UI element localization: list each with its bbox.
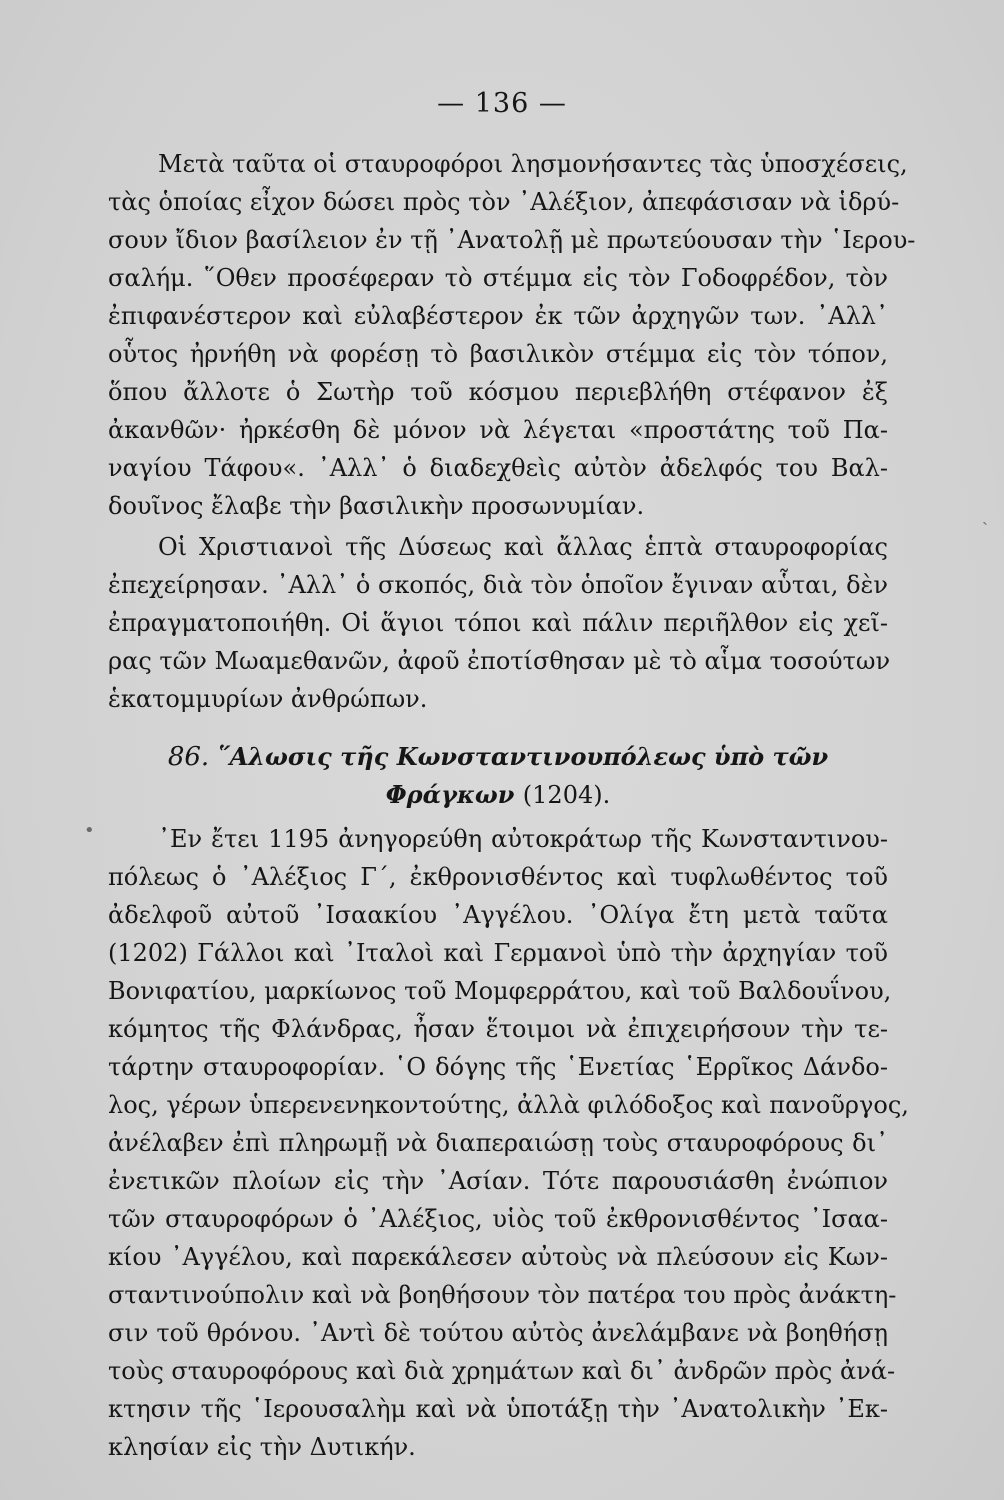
text-line: ρας τῶν Μωαμεθανῶν, ἀφοῦ ἐποτίσθησαν μὲ τὸ αἷμα τοσούτων bbox=[108, 647, 891, 675]
text-line: τάρτην σταυροφορίαν. ῾Ο δόγης τῆς ῾Ενετίας ῾Ερρῖκος Δάνδο- bbox=[108, 1053, 888, 1081]
text-line: (1202) Γάλλοι καὶ ᾿Ιταλοὶ καὶ Γερμανοὶ ὑπὸ τὴν ἀρχηγίαν τοῦ bbox=[108, 939, 888, 967]
text-line: ἐπραγματοποιήθη. Οἱ ἅγιοι τόποι καὶ πάλιν περιῆλθον εἰς χεῖ- bbox=[108, 609, 888, 637]
text-line: πόλεως ὁ ᾿Αλέξιος Γ΄, ἐκθρονισθέντος καὶ τυφλωθέντος τοῦ bbox=[108, 863, 888, 891]
text-line: κόμητος τῆς Φλάνδρας, ἦσαν ἕτοιμοι νὰ ἐπιχειρήσουν τὴν τε- bbox=[108, 1015, 888, 1043]
text-line: σταντινούπολιν καὶ νὰ βοηθήσουν τὸν πατέρα του πρὸς ἀνάκτη- bbox=[108, 1281, 897, 1309]
text-line: ἐνετικῶν πλοίων εἰς τὴν ᾿Ασίαν. Τότε παρουσιάσθη ἐνώπιον bbox=[108, 1167, 888, 1195]
text-line: Μετὰ ταῦτα οἱ σταυροφόροι λησμονήσαντες τὰς ὑποσχέσεις, bbox=[158, 150, 908, 178]
text-line: ἑκατομμυρίων ἀνθρώπων. bbox=[108, 685, 428, 713]
section-number: 86. bbox=[167, 742, 210, 772]
page-number: — 136 — bbox=[437, 88, 567, 119]
text-line: ναγίου Τάφου«. ᾿Αλλ᾿ ὁ διαδεχθεὶς αὐτὸν ἀδελφός του Βαλ- bbox=[108, 454, 888, 482]
text-line: Βονιφατίου, μαρκίωνος τοῦ Μομφερράτου, καὶ τοῦ Βαλδουΐνου, bbox=[108, 977, 892, 1005]
print-speck: • bbox=[84, 820, 95, 841]
paragraph-2 bbox=[108, 528, 891, 718]
text-line: Οἱ Χριστιανοὶ τῆς Δύσεως καὶ ἄλλας ἑπτὰ σταυροφορίας bbox=[158, 533, 888, 561]
section-heading bbox=[108, 738, 888, 814]
text-line: οὗτος ἠρνήθη νὰ φορέσῃ τὸ βασιλικὸν στέμμα εἰς τὸν τόπον, bbox=[108, 340, 888, 368]
section-title-line-2: Φράγκων bbox=[385, 780, 515, 809]
page-edge-mark: ˎ bbox=[982, 505, 988, 526]
text-line: σιν τοῦ θρόνου. ᾿Αντὶ δὲ τούτου αὐτὸς ἀνελάμβανε νὰ βοηθήσῃ bbox=[108, 1319, 888, 1347]
text-line: ἐπιφανέστερον καὶ εὐλαβέστερον ἐκ τῶν ἀρχηγῶν των. ᾿Αλλ᾿ bbox=[108, 302, 888, 330]
text-line: τῶν σταυροφόρων ὁ ᾿Αλέξιος, υἱὸς τοῦ ἐκθρονισθέντος ᾿Ισαα- bbox=[108, 1205, 888, 1233]
text-line: λος, γέρων ὑπερενενηκοντούτης, ἀλλὰ φιλόδοξος καὶ πανοῦργος, bbox=[108, 1091, 909, 1119]
text-line: σαλήμ. ῞Οθεν προσέφεραν τὸ στέμμα εἰς τὸν Γοδοφρέδον, τὸν bbox=[108, 264, 888, 292]
text-line: κτησιν τῆς ῾Ιερουσαλὴμ καὶ νὰ ὑποτάξῃ τὴν ᾿Ανατολικὴν ᾿Εκ- bbox=[108, 1395, 888, 1423]
text-line: ὅπου ἄλλοτε ὁ Σωτὴρ τοῦ κόσμου περιεβλήθη στέφανον ἐξ bbox=[108, 378, 888, 406]
text-line: κλησίαν εἰς τὴν Δυτικήν. bbox=[108, 1433, 416, 1461]
text-line: ἀκανθῶν· ἠρκέσθη δὲ μόνον νὰ λέγεται «προστάτης τοῦ Πα- bbox=[108, 416, 888, 444]
text-line: ᾿Εν ἔτει 1195 ἀνηγορεύθη αὐτοκράτωρ τῆς Κωνσταντινου- bbox=[158, 825, 888, 853]
text-line: τοὺς σταυροφόρους καὶ διὰ χρημάτων καὶ δι᾿ ἀνδρῶν πρὸς ἀνά- bbox=[108, 1357, 896, 1385]
text-line: ἀδελφοῦ αὐτοῦ ᾿Ισαακίου ᾿Αγγέλου. ᾿Ολίγα ἔτη μετὰ ταῦτα bbox=[108, 901, 888, 929]
text-line: ἀνέλαβεν ἐπὶ πληρωμῇ νὰ διαπεραιώσῃ τοὺς σταυροφόρους δι᾿ bbox=[108, 1129, 888, 1157]
section-title-line-1: ῞Αλωσις τῆς Κωνσταντινουπόλεως ὑπὸ τῶν bbox=[217, 742, 829, 771]
paragraph-3 bbox=[108, 820, 909, 1466]
text-line: τὰς ὁποίας εἶχον δώσει πρὸς τὸν ᾿Αλέξιον, ἀπεφάσισαν νὰ ἱδρύ- bbox=[108, 188, 900, 216]
section-year: (1204). bbox=[522, 781, 611, 809]
text-line: δουῖνος ἔλαβε τὴν βασιλικὴν προσωνυμίαν. bbox=[108, 492, 645, 520]
text-line: κίου ᾿Αγγέλου, καὶ παρεκάλεσεν αὐτοὺς νὰ πλεύσουν εἰς Κων- bbox=[108, 1243, 888, 1271]
text-line: ἐπεχείρησαν. ᾿Αλλ᾿ ὁ σκοπός, διὰ τὸν ὁποῖον ἔγιναν αὗται, δὲν bbox=[108, 571, 888, 599]
paragraph-1 bbox=[108, 145, 916, 525]
text-line: σουν ἴδιον βασίλειον ἐν τῇ ᾿Ανατολῇ μὲ πρωτεύουσαν τὴν ῾Ιερου- bbox=[108, 226, 916, 254]
